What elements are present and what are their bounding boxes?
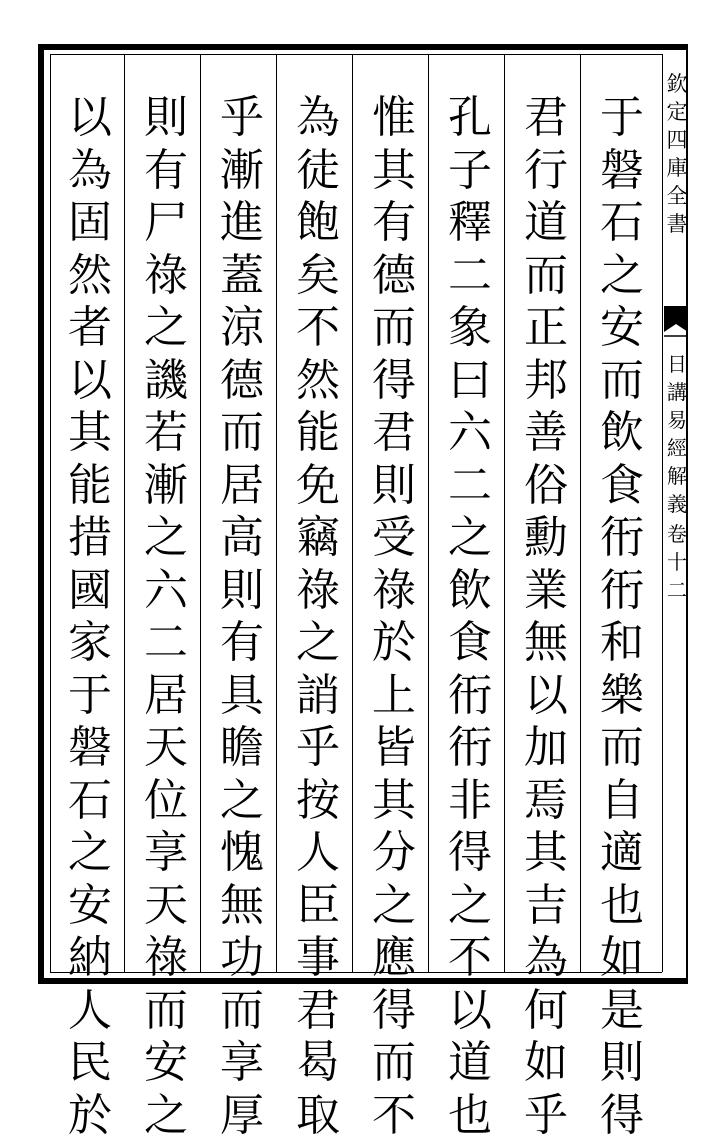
character: 為 [54, 145, 126, 198]
character: 固 [54, 197, 126, 250]
character: 矣 [282, 250, 354, 303]
text-column-1 [586, 92, 658, 972]
character: 得 [358, 355, 430, 408]
character: 得 [586, 1090, 658, 1142]
character: 有 [358, 197, 430, 250]
margin-character: 解 [667, 462, 687, 490]
character: 為 [510, 932, 582, 985]
character: 惟 [358, 92, 430, 145]
margin-book-title [664, 70, 690, 238]
margin-character: 易 [667, 406, 687, 434]
character: 民 [54, 1037, 126, 1090]
character: 之 [586, 250, 658, 303]
character: 譏 [130, 355, 202, 408]
character: 磐 [54, 722, 126, 775]
text-column-2 [510, 92, 582, 972]
character: 則 [586, 1037, 658, 1090]
character: 瞻 [206, 722, 278, 775]
character: 之 [130, 302, 202, 355]
character: 國 [54, 565, 126, 618]
character: 如 [586, 932, 658, 985]
character: 受 [358, 512, 430, 565]
character: 若 [130, 407, 202, 460]
margin-work-title [664, 350, 690, 518]
character: 居 [130, 670, 202, 723]
character: 也 [586, 880, 658, 933]
character: 位 [130, 775, 202, 828]
character: 曷 [282, 1037, 354, 1090]
character: 于 [586, 92, 658, 145]
character: 則 [358, 460, 430, 513]
character: 有 [130, 145, 202, 198]
character: 愧 [206, 827, 278, 880]
character: 然 [54, 250, 126, 303]
character: 業 [510, 565, 582, 618]
character: 納 [54, 932, 126, 985]
character: 進 [206, 197, 278, 250]
margin-character: 義 [667, 490, 687, 518]
margin-character: 卷 [667, 520, 687, 548]
character: 而 [586, 722, 658, 775]
character: 之 [206, 775, 278, 828]
character: 不 [358, 1090, 430, 1142]
character: 而 [586, 355, 658, 408]
character: 能 [54, 460, 126, 513]
character: 德 [206, 355, 278, 408]
character: 以 [54, 92, 126, 145]
character: 乎 [282, 722, 354, 775]
character: 衎 [434, 722, 506, 775]
character: 飽 [282, 197, 354, 250]
character: 無 [510, 617, 582, 670]
character: 尸 [130, 197, 202, 250]
character: 祿 [358, 565, 430, 618]
character: 人 [282, 827, 354, 880]
character: 應 [358, 932, 430, 985]
character: 道 [510, 197, 582, 250]
character: 君 [282, 985, 354, 1038]
character: 而 [510, 250, 582, 303]
character: 德 [358, 250, 430, 303]
character: 祿 [130, 250, 202, 303]
character: 二 [434, 250, 506, 303]
character: 為 [282, 92, 354, 145]
character: 乎 [510, 1090, 582, 1142]
character: 也 [434, 1090, 506, 1142]
character: 其 [54, 407, 126, 460]
character: 如 [510, 1037, 582, 1090]
character: 上 [358, 670, 430, 723]
margin-character: 欽 [667, 70, 688, 98]
character: 飲 [434, 565, 506, 618]
frame-inner-top [50, 54, 662, 55]
margin-character: 十 [667, 548, 687, 576]
character: 孔 [434, 92, 506, 145]
character: 竊 [282, 512, 354, 565]
character: 于 [54, 670, 126, 723]
character: 而 [206, 985, 278, 1038]
character: 免 [282, 460, 354, 513]
character: 食 [586, 460, 658, 513]
character: 涼 [206, 302, 278, 355]
character: 而 [358, 302, 430, 355]
character: 俗 [510, 460, 582, 513]
text-column-8 [54, 92, 126, 972]
margin-character: 書 [667, 210, 688, 238]
character: 吉 [510, 880, 582, 933]
character: 家 [54, 617, 126, 670]
character: 之 [54, 827, 126, 880]
character: 之 [130, 1090, 202, 1142]
character: 不 [434, 932, 506, 985]
character: 按 [282, 775, 354, 828]
character: 焉 [510, 775, 582, 828]
character: 不 [282, 302, 354, 355]
character: 祿 [282, 565, 354, 618]
margin-character: 庫 [667, 154, 688, 182]
character: 正 [510, 302, 582, 355]
character: 之 [282, 617, 354, 670]
character: 曰 [434, 355, 506, 408]
margin-character: 全 [667, 182, 688, 210]
character: 以 [54, 355, 126, 408]
character: 無 [206, 880, 278, 933]
text-column-7 [130, 92, 202, 972]
character: 之 [434, 880, 506, 933]
character: 事 [282, 932, 354, 985]
margin-character: 講 [667, 378, 687, 406]
character: 加 [510, 722, 582, 775]
character: 居 [206, 460, 278, 513]
character: 其 [358, 775, 430, 828]
character: 食 [434, 617, 506, 670]
character: 具 [206, 670, 278, 723]
character: 功 [206, 932, 278, 985]
character: 蓋 [206, 250, 278, 303]
character: 其 [358, 145, 430, 198]
character: 分 [358, 827, 430, 880]
character: 高 [206, 512, 278, 565]
character: 六 [130, 565, 202, 618]
character: 於 [54, 1090, 126, 1142]
character: 享 [206, 1037, 278, 1090]
character: 天 [130, 880, 202, 933]
margin-character: 二 [667, 576, 687, 604]
character: 衎 [586, 565, 658, 618]
character: 臣 [282, 880, 354, 933]
character: 天 [130, 722, 202, 775]
frame-inner-left [50, 54, 51, 972]
character: 厚 [206, 1090, 278, 1142]
character: 漸 [130, 460, 202, 513]
character: 而 [130, 985, 202, 1038]
character: 非 [434, 775, 506, 828]
character: 衎 [434, 670, 506, 723]
character: 以 [434, 985, 506, 1038]
character: 誚 [282, 670, 354, 723]
character: 而 [206, 407, 278, 460]
character: 得 [358, 985, 430, 1038]
character: 取 [282, 1090, 354, 1142]
character: 能 [282, 407, 354, 460]
character: 則 [130, 92, 202, 145]
character: 釋 [434, 197, 506, 250]
character: 是 [586, 985, 658, 1038]
character: 於 [358, 617, 430, 670]
character: 飲 [586, 407, 658, 460]
character: 行 [510, 145, 582, 198]
character: 和 [586, 617, 658, 670]
character: 二 [130, 617, 202, 670]
character: 衎 [586, 512, 658, 565]
character: 何 [510, 985, 582, 1038]
character: 象 [434, 302, 506, 355]
character: 得 [434, 827, 506, 880]
character: 徒 [282, 145, 354, 198]
character: 祿 [130, 932, 202, 985]
character: 子 [434, 145, 506, 198]
text-column-3 [434, 92, 506, 972]
fishtail-mark [664, 306, 688, 344]
character: 自 [586, 775, 658, 828]
margin-character: 四 [667, 126, 688, 154]
character: 道 [434, 1037, 506, 1090]
character: 人 [54, 985, 126, 1038]
character: 之 [130, 512, 202, 565]
character: 有 [206, 617, 278, 670]
character: 而 [358, 1037, 430, 1090]
character: 措 [54, 512, 126, 565]
margin-rule-inner [662, 54, 663, 972]
character: 以 [510, 670, 582, 723]
text-column-6 [206, 92, 278, 972]
character: 樂 [586, 670, 658, 723]
character: 皆 [358, 722, 430, 775]
character: 漸 [206, 145, 278, 198]
character: 乎 [206, 92, 278, 145]
character: 善 [510, 407, 582, 460]
character: 二 [434, 460, 506, 513]
margin-character: 經 [667, 434, 687, 462]
character: 者 [54, 302, 126, 355]
character: 然 [282, 355, 354, 408]
character: 適 [586, 827, 658, 880]
margin-character: 日 [667, 350, 687, 378]
character: 石 [54, 775, 126, 828]
character: 安 [54, 880, 126, 933]
text-column-4 [358, 92, 430, 972]
character: 其 [510, 827, 582, 880]
character: 之 [434, 512, 506, 565]
character: 邦 [510, 355, 582, 408]
character: 享 [130, 827, 202, 880]
character: 安 [586, 302, 658, 355]
character: 勳 [510, 512, 582, 565]
margin-character: 定 [667, 98, 688, 126]
character: 之 [358, 880, 430, 933]
text-column-5 [282, 92, 354, 972]
character: 君 [358, 407, 430, 460]
character: 君 [510, 92, 582, 145]
character: 安 [130, 1037, 202, 1090]
margin-juan-number [664, 520, 690, 604]
character: 六 [434, 407, 506, 460]
character: 石 [586, 197, 658, 250]
character: 則 [206, 565, 278, 618]
character: 磐 [586, 145, 658, 198]
